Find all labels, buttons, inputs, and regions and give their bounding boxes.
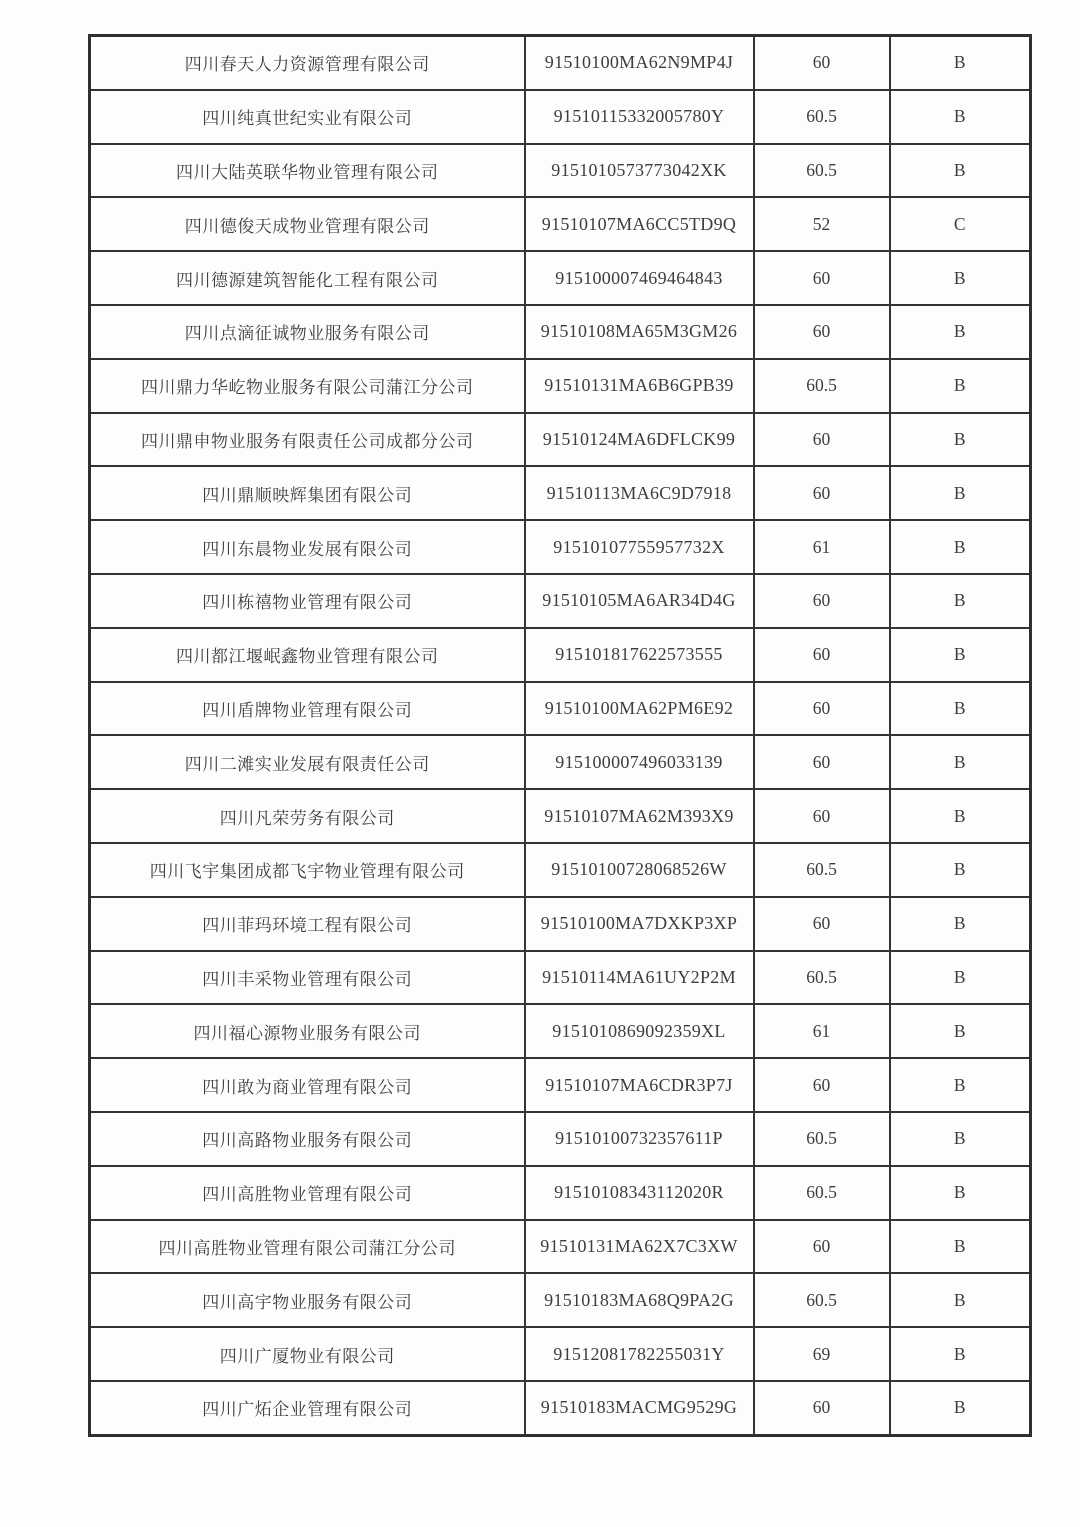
- score-cell: 60: [754, 466, 890, 520]
- company-name-cell: 四川盾牌物业管理有限公司: [90, 682, 525, 736]
- grade-cell: B: [890, 144, 1031, 198]
- table-row: [90, 90, 1031, 144]
- grade-cell: B: [890, 359, 1031, 413]
- score-cell: 60.5: [754, 843, 890, 897]
- score-cell: 60.5: [754, 90, 890, 144]
- score-cell: 60.5: [754, 359, 890, 413]
- credit-code-cell: 91510131MA62X7C3XW: [525, 1220, 754, 1274]
- credit-code-cell: 91510107MA6CDR3P7J: [525, 1058, 754, 1112]
- credit-code-cell: 9151010573773042XK: [525, 144, 754, 198]
- credit-code-cell: 91510108MA65M3GM26: [525, 305, 754, 359]
- table-row: [90, 735, 1031, 789]
- company-name-cell: 四川广炻企业管理有限公司: [90, 1381, 525, 1435]
- company-name-cell: 四川飞宇集团成都飞宇物业管理有限公司: [90, 843, 525, 897]
- score-cell: 60: [754, 1220, 890, 1274]
- credit-code-cell: 91510183MACMG9529G: [525, 1381, 754, 1435]
- company-name-cell: 四川凡荣劳务有限公司: [90, 789, 525, 843]
- table-row: [90, 843, 1031, 897]
- company-name-cell: 四川春天人力资源管理有限公司: [90, 36, 525, 90]
- grade-cell: B: [890, 628, 1031, 682]
- company-name-cell: 四川高胜物业管理有限公司蒲江分公司: [90, 1220, 525, 1274]
- table-row: [90, 466, 1031, 520]
- company-name-cell: 四川高宇物业服务有限公司: [90, 1273, 525, 1327]
- score-cell: 61: [754, 1004, 890, 1058]
- score-cell: 60: [754, 628, 890, 682]
- grade-cell: B: [890, 1112, 1031, 1166]
- grade-cell: B: [890, 1220, 1031, 1274]
- score-cell: 60: [754, 251, 890, 305]
- score-cell: 60: [754, 413, 890, 467]
- credit-code-cell: 91510115332005780Y: [525, 90, 754, 144]
- table-row: [90, 251, 1031, 305]
- score-cell: 60: [754, 1058, 890, 1112]
- company-name-cell: 四川福心源物业服务有限公司: [90, 1004, 525, 1058]
- table-body: [90, 36, 1031, 1436]
- score-cell: 60.5: [754, 144, 890, 198]
- table-row: [90, 1112, 1031, 1166]
- score-cell: 60: [754, 574, 890, 628]
- company-name-cell: 四川大陆英联华物业管理有限公司: [90, 144, 525, 198]
- grade-cell: B: [890, 682, 1031, 736]
- credit-code-cell: 91512081782255031Y: [525, 1327, 754, 1381]
- credit-code-cell: 91510100MA62PM6E92: [525, 682, 754, 736]
- score-cell: 60: [754, 735, 890, 789]
- credit-code-cell: 91510114MA61UY2P2M: [525, 951, 754, 1005]
- company-name-cell: 四川高胜物业管理有限公司: [90, 1166, 525, 1220]
- table-row: [90, 359, 1031, 413]
- score-cell: 60: [754, 305, 890, 359]
- credit-code-cell: 9151010869092359XL: [525, 1004, 754, 1058]
- company-name-cell: 四川德俊天成物业管理有限公司: [90, 197, 525, 251]
- grade-cell: B: [890, 90, 1031, 144]
- score-cell: 60: [754, 682, 890, 736]
- score-cell: 60: [754, 36, 890, 90]
- table-row: [90, 1166, 1031, 1220]
- credit-code-cell: 91510108343112020R: [525, 1166, 754, 1220]
- table-row: [90, 574, 1031, 628]
- company-name-cell: 四川广厦物业有限公司: [90, 1327, 525, 1381]
- grade-cell: B: [890, 305, 1031, 359]
- score-cell: 60.5: [754, 1166, 890, 1220]
- grade-cell: C: [890, 197, 1031, 251]
- table-row: [90, 1327, 1031, 1381]
- credit-code-cell: 91510100MA7DXKP3XP: [525, 897, 754, 951]
- company-name-cell: 四川德源建筑智能化工程有限公司: [90, 251, 525, 305]
- credit-code-cell: 915100007496033139: [525, 735, 754, 789]
- grade-cell: B: [890, 789, 1031, 843]
- company-name-cell: 四川鼎力华屹物业服务有限公司蒲江分公司: [90, 359, 525, 413]
- grade-cell: B: [890, 251, 1031, 305]
- company-name-cell: 四川菲玛环境工程有限公司: [90, 897, 525, 951]
- credit-code-cell: 91510124MA6DFLCK99: [525, 413, 754, 467]
- credit-code-cell: 91510183MA68Q9PA2G: [525, 1273, 754, 1327]
- table-row: [90, 1004, 1031, 1058]
- table-row: [90, 628, 1031, 682]
- table-row: [90, 789, 1031, 843]
- table-row: [90, 413, 1031, 467]
- grade-cell: B: [890, 897, 1031, 951]
- grade-cell: B: [890, 1381, 1031, 1435]
- credit-code-cell: 91510107755957732X: [525, 520, 754, 574]
- credit-code-cell: 91510107MA62M393X9: [525, 789, 754, 843]
- table-row: [90, 897, 1031, 951]
- company-name-cell: 四川高路物业服务有限公司: [90, 1112, 525, 1166]
- table-row: [90, 682, 1031, 736]
- credit-code-cell: 91510100MA62N9MP4J: [525, 36, 754, 90]
- credit-code-cell: 91510105MA6AR34D4G: [525, 574, 754, 628]
- company-name-cell: 四川鼎顺映辉集团有限公司: [90, 466, 525, 520]
- grade-cell: B: [890, 520, 1031, 574]
- credit-code-cell: 91510100728068526W: [525, 843, 754, 897]
- table-row: [90, 1273, 1031, 1327]
- grade-cell: B: [890, 951, 1031, 1005]
- company-credit-rating-table: [88, 34, 1032, 1437]
- score-cell: 60.5: [754, 951, 890, 1005]
- grade-cell: B: [890, 1166, 1031, 1220]
- grade-cell: B: [890, 1327, 1031, 1381]
- table-row: [90, 951, 1031, 1005]
- credit-code-cell: 91510113MA6C9D7918: [525, 466, 754, 520]
- company-name-cell: 四川鼎申物业服务有限责任公司成都分公司: [90, 413, 525, 467]
- grade-cell: B: [890, 843, 1031, 897]
- score-cell: 69: [754, 1327, 890, 1381]
- table-row: [90, 36, 1031, 90]
- grade-cell: B: [890, 735, 1031, 789]
- company-name-cell: 四川都江堰岷鑫物业管理有限公司: [90, 628, 525, 682]
- company-name-cell: 四川东晨物业发展有限公司: [90, 520, 525, 574]
- grade-cell: B: [890, 36, 1031, 90]
- company-name-cell: 四川敢为商业管理有限公司: [90, 1058, 525, 1112]
- grade-cell: B: [890, 1004, 1031, 1058]
- table-row: [90, 1058, 1031, 1112]
- grade-cell: B: [890, 1273, 1031, 1327]
- score-cell: 60: [754, 1381, 890, 1435]
- company-name-cell: 四川纯真世纪实业有限公司: [90, 90, 525, 144]
- credit-code-cell: 91510100732357611P: [525, 1112, 754, 1166]
- score-cell: 60.5: [754, 1112, 890, 1166]
- table-row: [90, 144, 1031, 198]
- score-cell: 60: [754, 897, 890, 951]
- credit-code-cell: 91510107MA6CC5TD9Q: [525, 197, 754, 251]
- table-row: [90, 305, 1031, 359]
- score-cell: 60: [754, 789, 890, 843]
- grade-cell: B: [890, 413, 1031, 467]
- table-row: [90, 520, 1031, 574]
- credit-code-cell: 915100007469464843: [525, 251, 754, 305]
- grade-cell: B: [890, 1058, 1031, 1112]
- credit-code-cell: 91510131MA6B6GPB39: [525, 359, 754, 413]
- grade-cell: B: [890, 466, 1031, 520]
- company-name-cell: 四川丰采物业管理有限公司: [90, 951, 525, 1005]
- company-name-cell: 四川点滴征诚物业服务有限公司: [90, 305, 525, 359]
- score-cell: 61: [754, 520, 890, 574]
- table-row: [90, 1381, 1031, 1435]
- company-name-cell: 四川二滩实业发展有限责任公司: [90, 735, 525, 789]
- score-cell: 60.5: [754, 1273, 890, 1327]
- score-cell: 52: [754, 197, 890, 251]
- company-name-cell: 四川栋禧物业管理有限公司: [90, 574, 525, 628]
- grade-cell: B: [890, 574, 1031, 628]
- table-row: [90, 1220, 1031, 1274]
- credit-code-cell: 915101817622573555: [525, 628, 754, 682]
- table-row: [90, 197, 1031, 251]
